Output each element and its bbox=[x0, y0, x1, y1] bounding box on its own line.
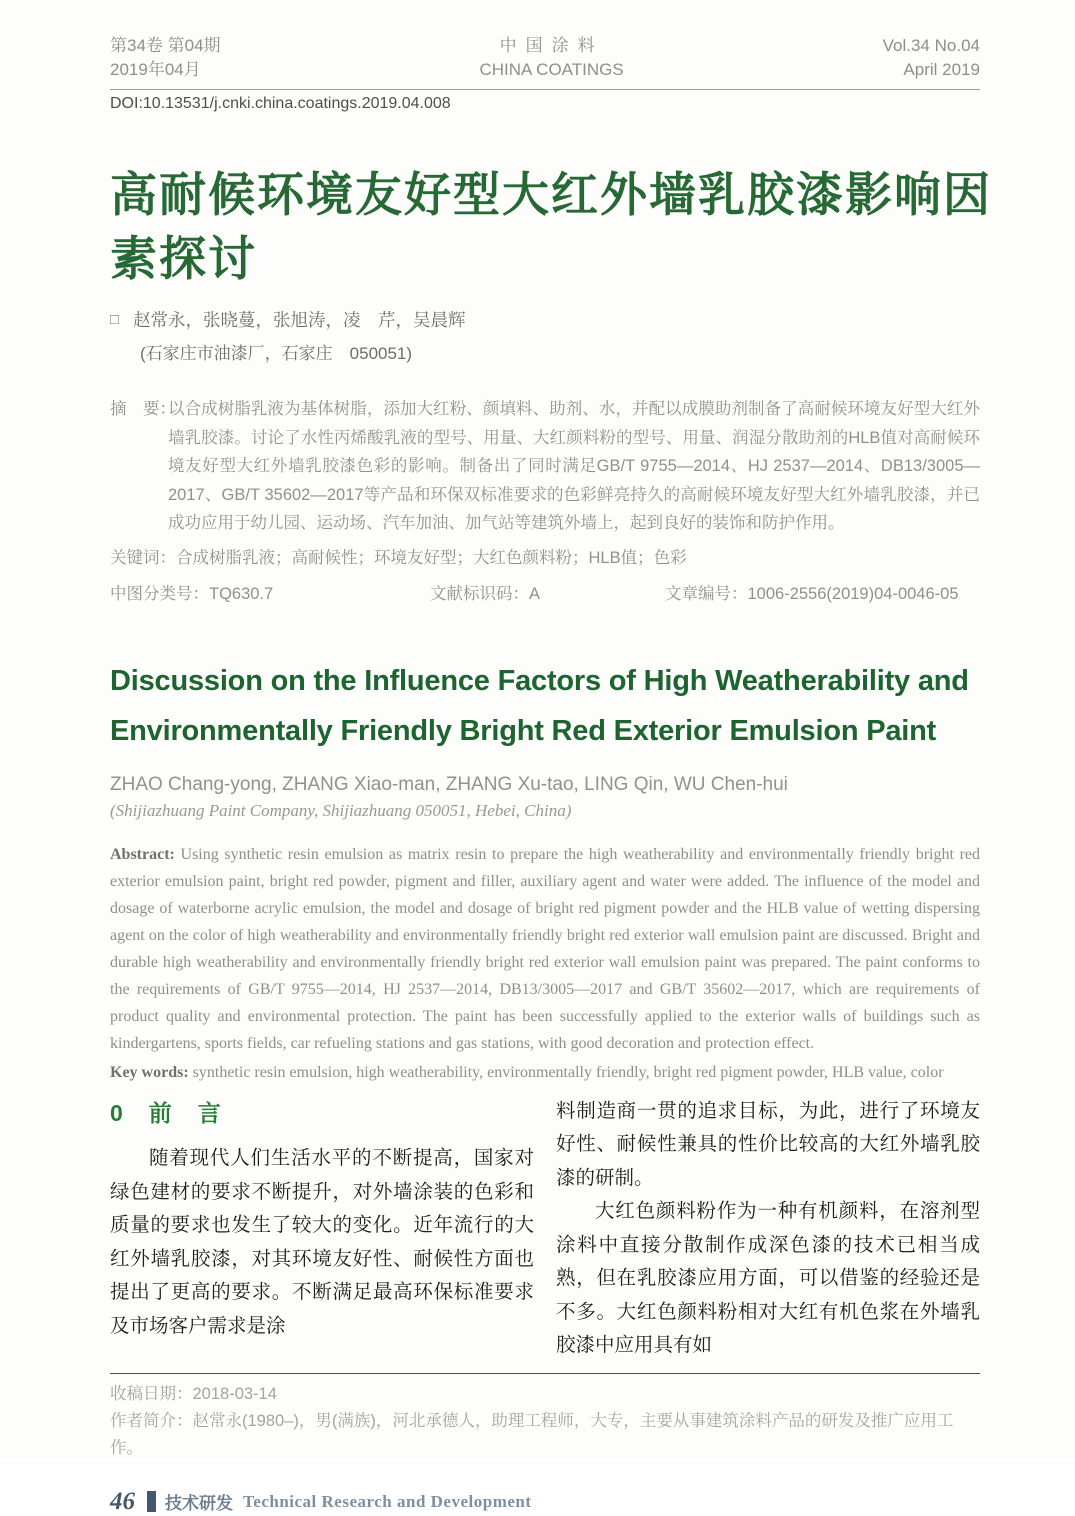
body-column-left bbox=[110, 1095, 534, 1363]
footnotes bbox=[110, 1381, 980, 1462]
section-heading bbox=[110, 1097, 534, 1131]
abstract-label-en: Abstract: bbox=[110, 845, 175, 863]
document-code: 文献标识码：A bbox=[430, 584, 541, 603]
footnote-divider bbox=[110, 1373, 980, 1374]
page-number: 46 bbox=[110, 1487, 135, 1515]
body-paragraph: 料制造商一贯的追求目标，为此，进行了环境友好性、耐候性兼具的性价比较高的大红外墙乳胶漆的研制。 bbox=[556, 1099, 980, 1189]
header-center bbox=[479, 34, 623, 82]
header-left bbox=[110, 34, 221, 82]
page-footer bbox=[110, 1488, 980, 1516]
body-columns bbox=[110, 1095, 980, 1363]
journal-header bbox=[110, 34, 980, 82]
date-en: April 2019 bbox=[903, 60, 980, 79]
header-right bbox=[883, 34, 980, 82]
article-title-en: Discussion on the Influence Factors of High Weatherability and Environmentally Friendly Bright Red Exterior Emulsion Paint bbox=[110, 664, 969, 747]
affiliation-en: (Shijiazhuang Paint Company, Shijiazhuang 050051, Hebei, China) bbox=[110, 800, 572, 820]
abstract-en bbox=[110, 841, 980, 1057]
section-title-char2: 言 bbox=[197, 1099, 221, 1126]
author-bio: 作者简介：赵常永(1980–)，男(满族)，河北承德人，助理工程师，大专，主要从事建筑涂料产品的研发及推广应用工作。 bbox=[110, 1411, 954, 1457]
authors-cn-row bbox=[110, 307, 980, 332]
keywords-label-en: Key words: bbox=[110, 1063, 189, 1081]
footer-section-en: Technical Research and Development bbox=[243, 1491, 532, 1511]
volume-issue-cn: 第34卷 第04期 bbox=[110, 36, 221, 55]
journal-name-en: CHINA COATINGS bbox=[479, 60, 624, 79]
doi: DOI:10.13531/j.cnki.china.coatings.2019.04.008 bbox=[110, 95, 451, 112]
abstract-text-cn: 以合成树脂乳液为基体树脂，添加大红粉、颜填料、助剂、水，并配以成膜助剂制备了高耐候环境友好型大红外墙乳胶漆。讨论了水性丙烯酸乳液的型号、用量、大红颜料粉的型号、用量、润湿分散助剂的HLB值对高耐候环境友好型大红外墙乳胶漆色彩的影响。制备出了同时满足GB/T 9755—2014、HJ 2537—2014、DB13/3005—2017、GB/T 35602—2017等产品和环保双标准要求的色彩鲜亮持久的高耐候环境友好型大红外墙乳胶漆，并已成功应用于幼儿园、运动场、汽车加油、加气站等建筑外墙上，起到良好的装饰和防护作用。 bbox=[168, 400, 980, 532]
keywords-en-row bbox=[110, 1059, 980, 1086]
authors-cn: 赵常永，张晓蔓，张旭涛，凌 芹，吴晨辉 bbox=[133, 310, 466, 330]
keywords-cn: 关键词：合成树脂乳液；高耐候性；环境友好型；大红色颜料粉；HLB值；色彩 bbox=[110, 548, 687, 567]
clc-number: 中图分类号：TQ630.7 bbox=[110, 584, 274, 603]
article-id: 文章编号：1006-2556(2019)04-0046-05 bbox=[665, 584, 959, 603]
header-divider bbox=[110, 89, 980, 90]
affiliation-cn: (石家庄市油漆厂，石家庄 050051) bbox=[140, 344, 413, 363]
abstract-cn bbox=[110, 395, 980, 538]
body-column-right bbox=[556, 1095, 980, 1363]
classification-row bbox=[110, 580, 980, 604]
authors-en: ZHAO Chang-yong, ZHANG Xiao-man, ZHANG Xu-tao, LING Qin, WU Chen-hui bbox=[110, 773, 788, 795]
keywords-en: synthetic resin emulsion, high weatherability, environmentally friendly, bright red pigment powder, HLB value, color bbox=[188, 1063, 944, 1081]
section-number: 0 bbox=[110, 1099, 123, 1126]
abstract-text-en: Using synthetic resin emulsion as matrix resin to prepare the high weatherability and environmentally friendly bright red exterior emulsion paint, bright red powder, pigment and filler, auxiliary agent and water were added. The influence of the model and dosage of waterborne acrylic emulsion, the model and dosage of bright red pigment powder and the HLB value of wetting dispersing agent on the color of high weatherability and environmentally friendly bright red exterior wall emulsion paint are discussed. Bright and durable high weatherability and environmentally friendly bright red exterior wall emulsion paint was prepared. The paint conforms to the requirements of GB/T 9755—2014, HJ 2537—2014, DB13/3005—2017 and GB/T 35602—2017, which are requirements of product quality and environmental protection. The paint has been successfully applied to the exterior walls of buildings such as kindergartens, sports fields, car refueling stations and gas stations, with good decoration and protection effect. bbox=[110, 845, 980, 1052]
date-cn: 2019年04月 bbox=[110, 60, 201, 79]
article-title-cn: 高耐候环境友好型大红外墙乳胶漆影响因素探讨 bbox=[110, 168, 992, 285]
abstract-label-cn: 摘 要： bbox=[110, 400, 176, 418]
journal-name-cn: 中国涂料 bbox=[499, 36, 604, 55]
body-paragraph: 随着现代人们生活水平的不断提高，国家对绿色建材的要求不断提升，对外墙涂装的色彩和质量的要求也发生了较大的变化。近年流行的大红外墙乳胶漆，对其环境友好性、耐候性方面也提出了更高的要求。不断满足最高环保标准要求及市场客户需求是涂 bbox=[110, 1147, 534, 1337]
body-paragraph: 大红色颜料粉作为一种有机颜料，在溶剂型涂料中直接分散制作成深色漆的技术已相当成熟，但在乳胶漆应用方面，可以借鉴的经验还是不多。大红色颜料粉相对大红有机色浆在外墙乳胶漆中应用具有如 bbox=[556, 1200, 980, 1356]
volume-issue-en: Vol.34 No.04 bbox=[882, 36, 980, 55]
footer-section-cn: 技术研发 bbox=[165, 1494, 233, 1513]
footer-bar-icon bbox=[147, 1491, 156, 1512]
author-marker-icon: □ bbox=[110, 311, 120, 328]
section-title-char1: 前 bbox=[148, 1099, 198, 1126]
received-date: 收稿日期：2018-03-14 bbox=[110, 1384, 277, 1403]
